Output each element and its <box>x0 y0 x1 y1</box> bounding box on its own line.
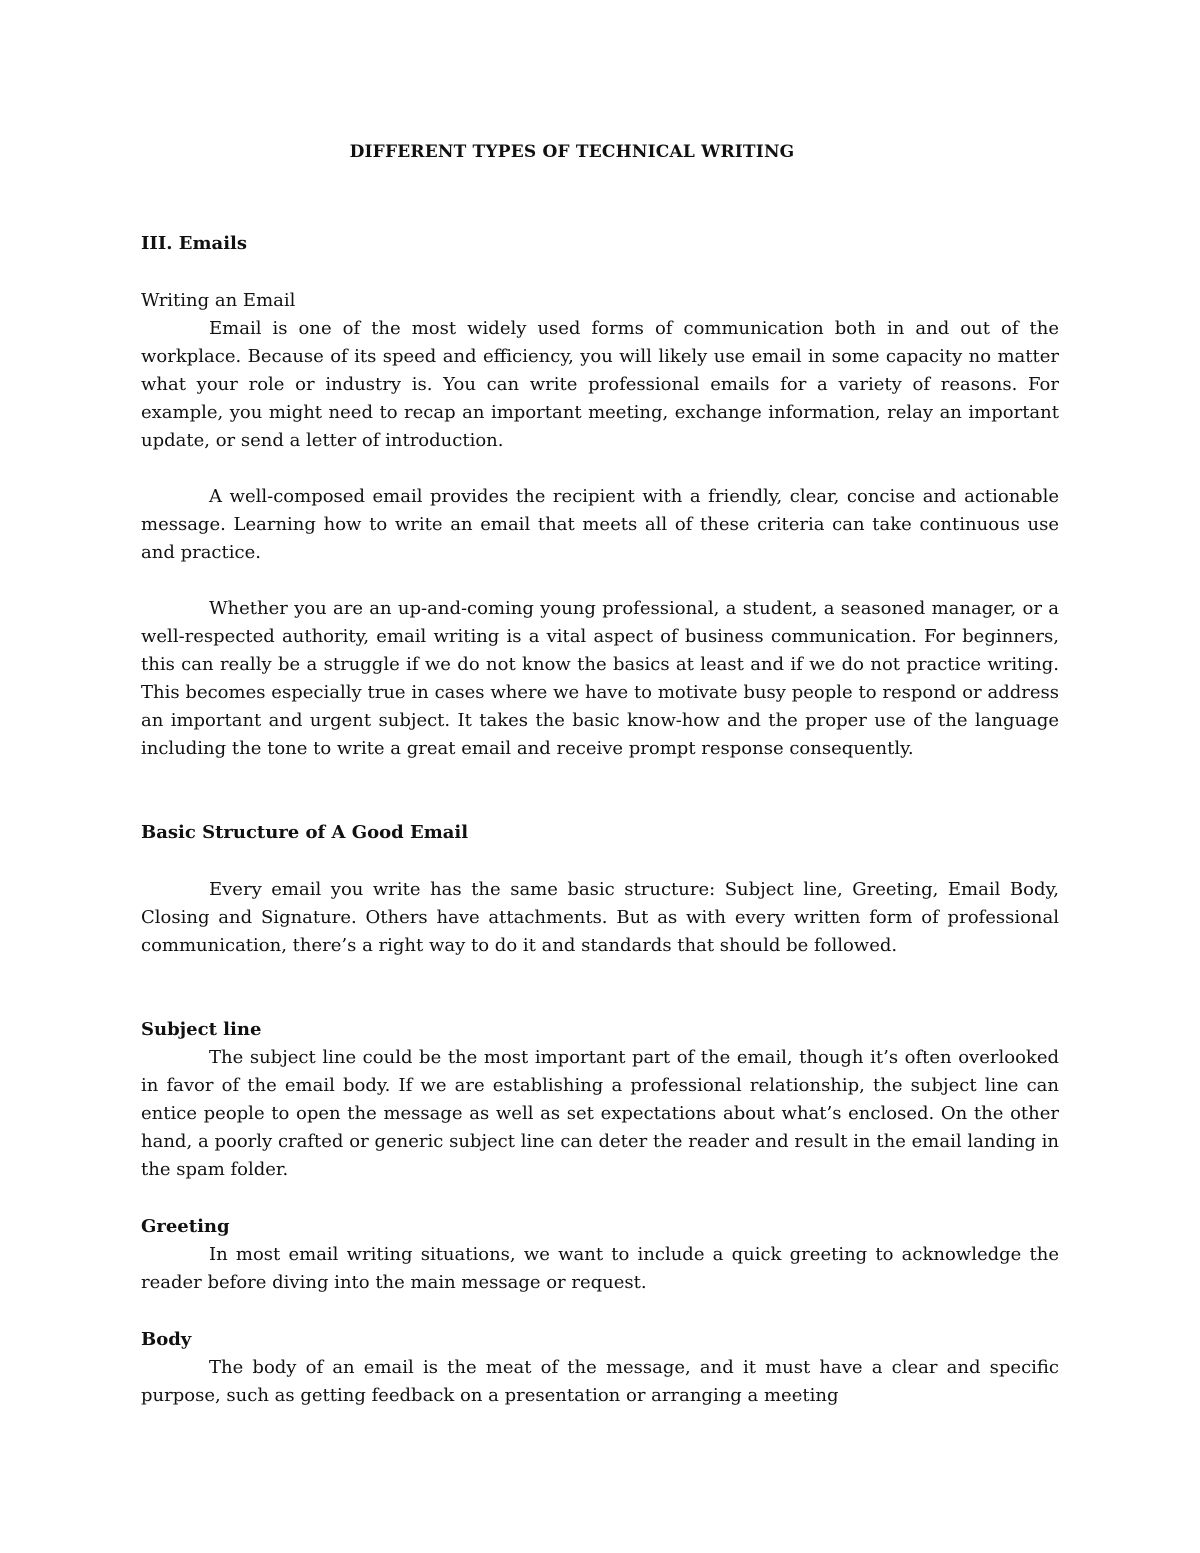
paragraph-structure-text: Every email you write has the same basic structure: Subject line, Greeting, Email Body, Closing and Signature. Others have attachments. But as with every written form of professional communication, there’s a right way to do it and standards that should be followed. <box>141 879 1059 956</box>
paragraph-well-composed <box>141 483 1059 567</box>
writing-email-section <box>141 287 1059 455</box>
paragraph-greeting: In most email writing situations, we want to include a quick greeting to acknowledge the reader before diving into the main message or request. <box>141 1244 1059 1293</box>
body-section <box>141 1326 1059 1410</box>
heading-greeting: Greeting <box>141 1216 230 1237</box>
paragraph-subject-line: The subject line could be the most important part of the email, though it’s often overlooked in favor of the email body. If we are establishing a professional relationship, the subject line can entice people to open the message as well as set expectations about what’s enclosed. On the other hand, a poorly crafted or generic subject line can deter the reader and result in the email landing in the spam folder. <box>141 1047 1059 1180</box>
heading-basic-structure: Basic Structure of A Good Email <box>141 822 469 843</box>
paragraph-well-composed-text: A well-composed email provides the recipient with a friendly, clear, concise and actionable message. Learning how to write an email that meets all of these criteria can take continuous use and practice. <box>141 486 1059 563</box>
heading-body: Body <box>141 1329 192 1350</box>
subheading-writing-an-email: Writing an Email <box>141 290 296 311</box>
paragraph-body: The body of an email is the meat of the message, and it must have a clear and specific purpose, such as getting feedback on a presentation or arranging a meeting <box>141 1357 1059 1406</box>
paragraph-intro: Email is one of the most widely used forms of communication both in and out of the workplace. Because of its speed and efficiency, you will likely use email in some capacity no matter what your role or industry is. You can write professional emails for a variety of reasons. For example, you might need to recap an important meeting, exchange information, relay an important update, or send a letter of introduction. <box>141 318 1059 451</box>
section-heading-emails: III. Emails <box>141 233 248 254</box>
subject-line-section <box>141 1016 1059 1184</box>
paragraph-structure <box>141 876 1059 960</box>
page-title: DIFFERENT TYPES OF TECHNICAL WRITING <box>349 142 795 162</box>
paragraph-whether-text: Whether you are an up-and-coming young professional, a student, a seasoned manager, or a well-respected authority, email writing is a vital aspect of business communication. For beginners, this can really be a struggle if we do not know the basics at least and if we do not practice writing. This becomes especially true in cases where we have to motivate busy people to respond or address an important and urgent subject. It takes the basic know-how and the proper use of the language including the tone to write a great email and receive prompt response consequently. <box>141 598 1059 759</box>
greeting-section <box>141 1213 1059 1297</box>
paragraph-whether <box>141 595 1059 763</box>
heading-subject-line: Subject line <box>141 1019 262 1040</box>
